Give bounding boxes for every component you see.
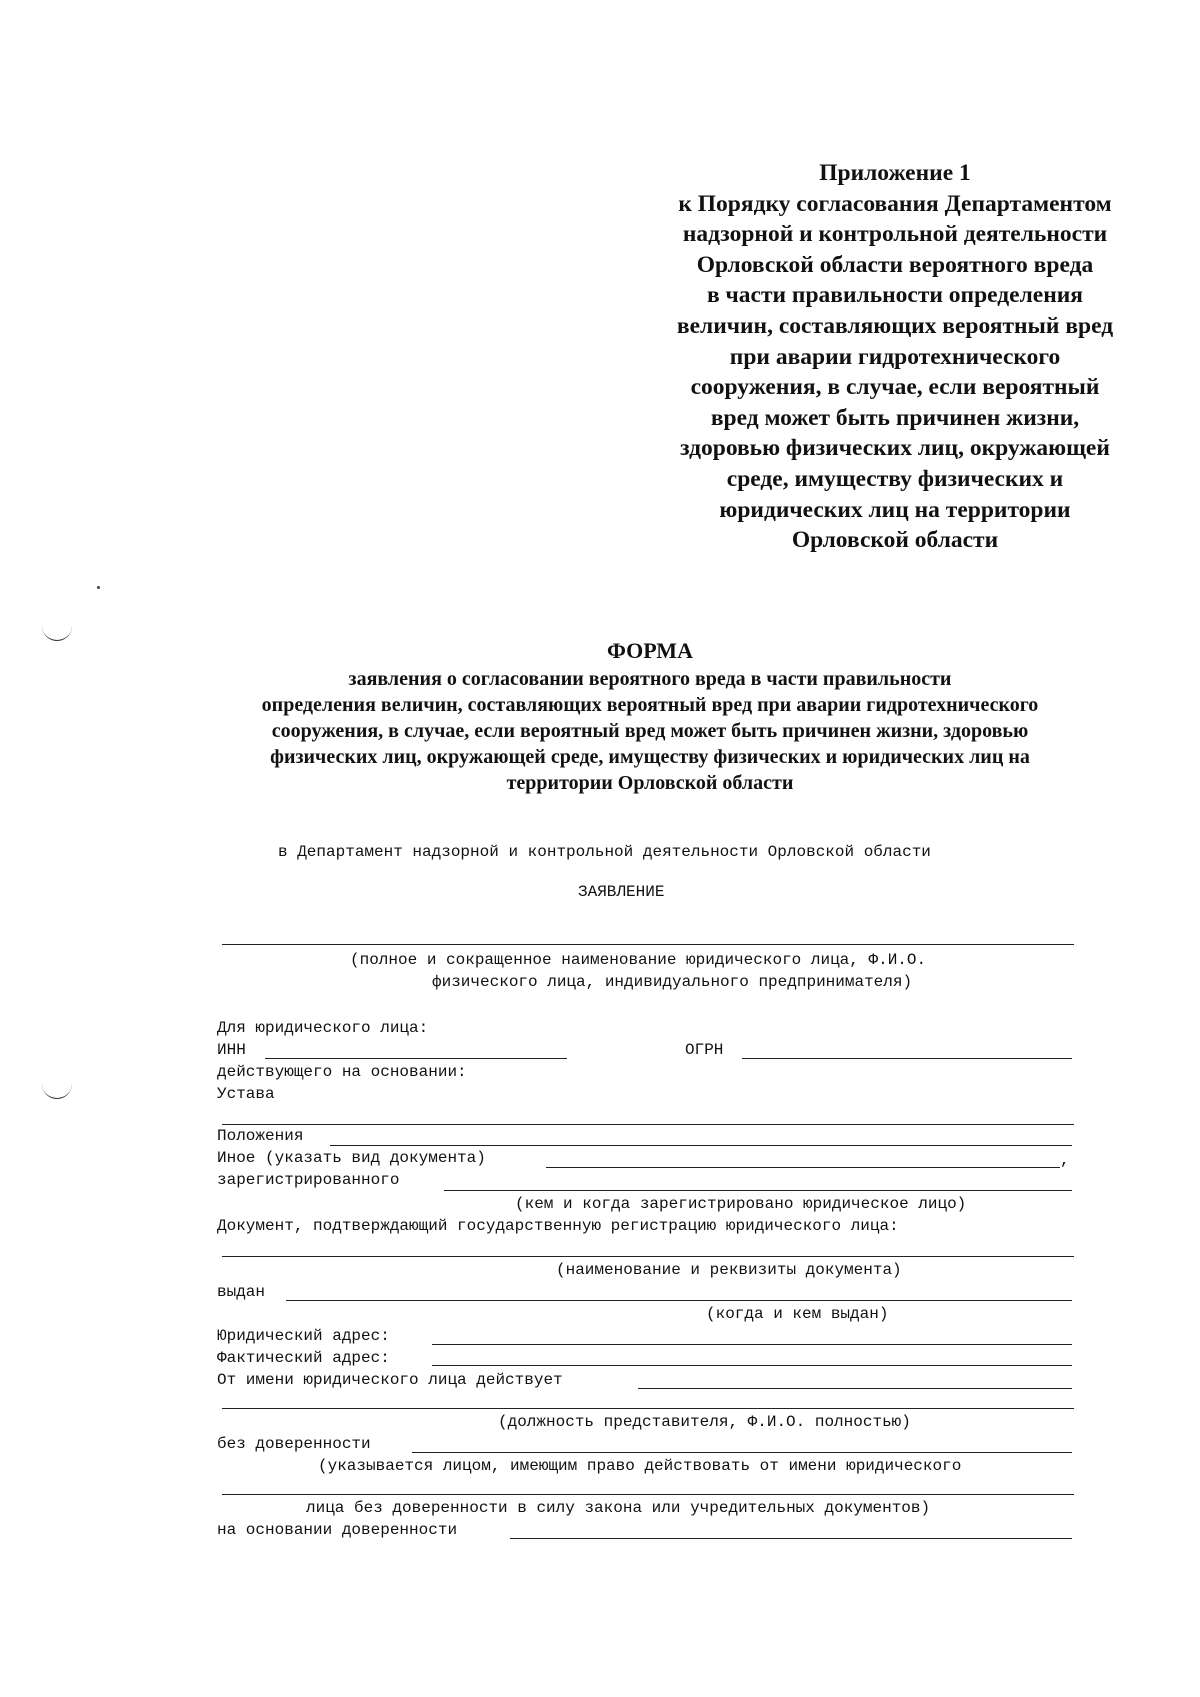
legal-address-label: Юридический адрес: xyxy=(217,1327,390,1345)
acting-on-behalf-field[interactable] xyxy=(638,1388,1072,1389)
representative-hint: (должность представителя, Ф.И.О. полностью) xyxy=(498,1413,911,1431)
regulation-field[interactable] xyxy=(330,1145,1072,1146)
appendix-line: Орловской области вероятного вреда xyxy=(696,251,1094,278)
other-doc-field[interactable] xyxy=(546,1167,1060,1168)
appendix-line: надзорной и контрольной деятельности xyxy=(682,221,1108,248)
no-proxy-field-2[interactable] xyxy=(222,1494,1074,1495)
scan-mark xyxy=(42,624,72,641)
applicant-name-hint: физического лица, индивидуального предпринимателя) xyxy=(432,973,913,991)
issued-hint: (когда и кем выдан) xyxy=(706,1305,889,1323)
appendix-line: Приложение 1 xyxy=(819,160,971,186)
for-legal-label: Для юридического лица: xyxy=(217,1019,429,1037)
registered-field[interactable] xyxy=(444,1190,1072,1191)
reg-doc-label: Документ, подтверждающий государственную регистрацию юридического лица: xyxy=(217,1217,899,1235)
no-proxy-hint: лица без доверенности в силу закона или учредительных документов) xyxy=(306,1499,931,1517)
appendix-line: вред может быть причинен жизни, xyxy=(710,404,1080,431)
form-heading: ФОРМА xyxy=(607,638,693,663)
appendix-line: здоровью физических лиц, окружающей xyxy=(680,435,1110,462)
applicant-name-field[interactable] xyxy=(222,944,1074,945)
appendix-line: Орловской области xyxy=(791,527,999,554)
other-doc-comma: , xyxy=(1060,1151,1070,1169)
other-doc-label: Иное (указать вид документа) xyxy=(217,1149,486,1167)
acting-on-behalf-label: От имени юридического лица действует xyxy=(217,1371,563,1389)
registered-hint: (кем и когда зарегистрировано юридическое лицо) xyxy=(515,1195,967,1213)
reg-doc-hint: (наименование и реквизиты документа) xyxy=(556,1261,902,1279)
document-title: ЗАЯВЛЕНИЕ xyxy=(578,883,665,901)
appendix-header xyxy=(660,158,1130,556)
form-title-line: физических лиц, окружающей среде, имуществу физических и юридических лиц на xyxy=(270,746,1030,768)
appendix-line: при аварии гидротехнического xyxy=(729,343,1061,370)
form-title-line: определения величин, составляющих вероятный вред при аварии гидротехнического xyxy=(261,694,1039,716)
ogrn-label: ОГРН xyxy=(685,1041,724,1059)
applicant-name-hint: (полное и сокращенное наименование юридического лица, Ф.И.О. xyxy=(350,951,927,969)
regulation-label: Положения xyxy=(217,1127,304,1145)
addressee: в Департамент надзорной и контрольной деятельности Орловской области xyxy=(278,843,931,861)
representative-field[interactable] xyxy=(222,1408,1074,1409)
appendix-line: сооружения, в случае, если вероятный xyxy=(690,374,1100,401)
acting-basis-label: действующего на основании: xyxy=(217,1063,467,1081)
no-proxy-field[interactable] xyxy=(412,1452,1072,1453)
no-proxy-label: без доверенности xyxy=(217,1435,371,1453)
reg-doc-field[interactable] xyxy=(222,1256,1074,1257)
appendix-line: юридических лиц на территории xyxy=(719,496,1071,523)
registered-label: зарегистрированного xyxy=(217,1171,400,1189)
appendix-line: в части правильности определения xyxy=(706,282,1084,309)
ogrn-field[interactable] xyxy=(742,1058,1072,1059)
charter-label: Устава xyxy=(217,1085,275,1103)
scan-dot xyxy=(97,586,100,589)
form-title-line: сооружения, в случае, если вероятный вред может быть причинен жизни, здоровью xyxy=(271,720,1029,742)
appendix-line: к Порядку согласования Департаментом xyxy=(678,190,1112,217)
form-title-line: территории Орловской области xyxy=(506,772,794,794)
form-title xyxy=(200,638,1100,796)
inn-label: ИНН xyxy=(217,1041,246,1059)
actual-address-field[interactable] xyxy=(432,1365,1072,1366)
scan-mark xyxy=(42,1082,72,1099)
appendix-line: величин, составляющих вероятный вред xyxy=(676,312,1114,339)
proxy-basis-label: на основании доверенности xyxy=(217,1521,458,1539)
proxy-basis-field[interactable] xyxy=(510,1538,1072,1539)
legal-address-field[interactable] xyxy=(432,1344,1072,1345)
form-title-line: заявления о согласовании вероятного вреда в части правильности xyxy=(348,668,952,690)
appendix-line: среде, имуществу физических и xyxy=(726,465,1064,492)
issued-field[interactable] xyxy=(286,1300,1072,1301)
issued-label: выдан xyxy=(217,1283,266,1301)
inn-field[interactable] xyxy=(265,1058,567,1059)
charter-field[interactable] xyxy=(222,1124,1074,1125)
actual-address-label: Фактический адрес: xyxy=(217,1349,390,1367)
no-proxy-hint: (указывается лицом, имеющим право действовать от имени юридического xyxy=(318,1457,962,1475)
